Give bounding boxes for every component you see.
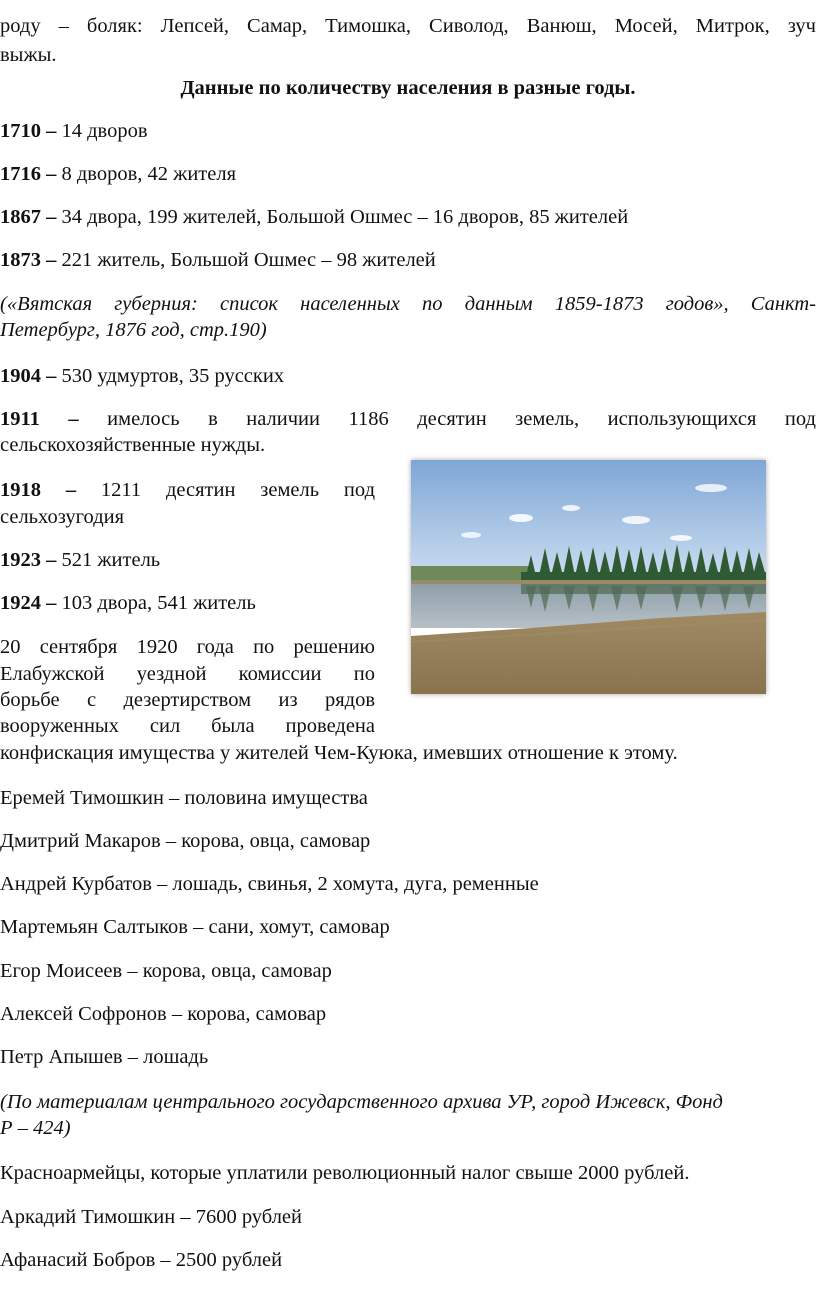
population-entry: 1867 – 34 двора, 199 жителей, Большой Ошмес – 16 дворов, 85 жителей bbox=[0, 206, 629, 228]
population-entry: 1710 – 14 дворов bbox=[0, 120, 148, 142]
confiscation-paragraph: борьбе с дезертирством из рядов bbox=[0, 689, 375, 711]
list-item: Афанасий Бобров – 2500 рублей bbox=[0, 1249, 283, 1271]
population-entry: 1918 – 1211 десятин земель под bbox=[0, 479, 375, 501]
list-item: Мартемьян Салтыков – сани, хомут, самовар bbox=[0, 916, 390, 938]
source-citation: Р – 424) bbox=[0, 1117, 71, 1139]
confiscation-paragraph: конфискация имущества у жителей Чем-Куюка, имевших отношение к этому. bbox=[0, 742, 678, 764]
list-item: Еремей Тимошкин – половина имущества bbox=[0, 787, 368, 809]
intro-line: выжы. bbox=[0, 44, 57, 66]
source-citation: (По материалам центрального государственного архива УР, город Ижевск, Фонд bbox=[0, 1091, 723, 1113]
source-citation: Петербург, 1876 год, стр.190) bbox=[0, 319, 267, 341]
source-citation: («Вятская губерния: список населенных по данным 1859-1873 годов», Санкт- bbox=[0, 293, 816, 315]
confiscation-paragraph: 20 сентября 1920 года по решению bbox=[0, 636, 375, 658]
list-item: Петр Апышев – лошадь bbox=[0, 1046, 209, 1068]
list-item: Аркадий Тимошкин – 7600 рублей bbox=[0, 1206, 302, 1228]
population-entry: сельскохозяйственные нужды. bbox=[0, 434, 266, 456]
list-item: Егор Моисеев – корова, овца, самовар bbox=[0, 960, 332, 982]
population-entry: 1923 – 521 житель bbox=[0, 549, 161, 571]
population-entry: 1911 – имелось в наличии 1186 десятин земель, использующихся под bbox=[0, 408, 816, 430]
list-item: Дмитрий Макаров – корова, овца, самовар bbox=[0, 830, 371, 852]
population-entry: 1904 – 530 удмуртов, 35 русских bbox=[0, 365, 285, 387]
tax-intro: Красноармейцы, которые уплатили революционный налог свыше 2000 рублей. bbox=[0, 1162, 690, 1184]
list-item: Алексей Софронов – корова, самовар bbox=[0, 1003, 327, 1025]
population-entry: 1873 – 221 житель, Большой Ошмес – 98 жителей bbox=[0, 249, 436, 271]
section-heading: Данные по количеству населения в разные годы. bbox=[180, 77, 636, 99]
landscape-photo bbox=[411, 460, 766, 694]
population-entry: 1924 – 103 двора, 541 житель bbox=[0, 592, 256, 614]
list-item: Андрей Курбатов – лошадь, свинья, 2 хомута, дуга, ременные bbox=[0, 873, 539, 895]
confiscation-paragraph: вооруженных сил была проведена bbox=[0, 715, 375, 737]
confiscation-paragraph: Елабужской уездной комиссии по bbox=[0, 663, 375, 685]
population-entry: 1716 – 8 дворов, 42 жителя bbox=[0, 163, 237, 185]
population-entry: сельхозугодия bbox=[0, 506, 125, 528]
intro-line: роду – боляк: Лепсей, Самар, Тимошка, Сиволод, Ванюш, Мосей, Митрок, зуч bbox=[0, 15, 816, 37]
